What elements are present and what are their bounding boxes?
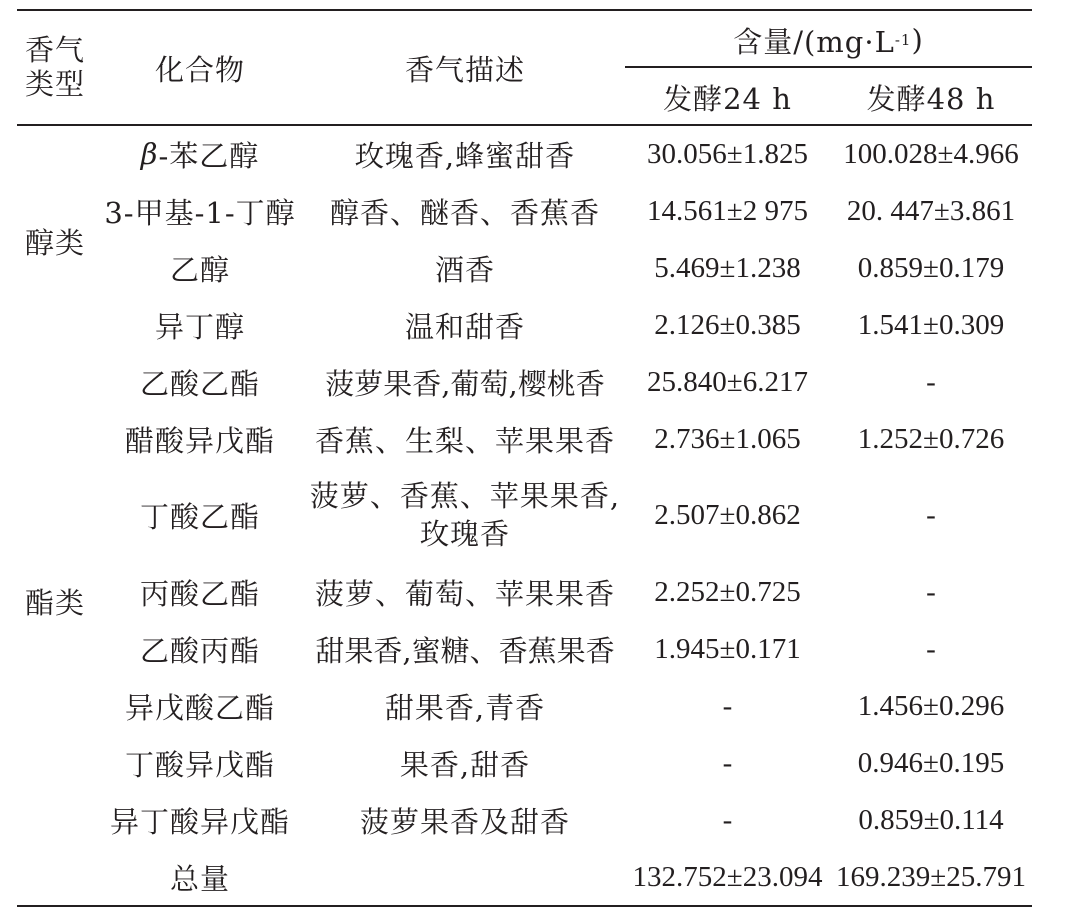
value-48h-cell: 100.028±4.966	[843, 137, 1019, 170]
description-line1: 菠萝、香蕉、苹果果香,	[309, 479, 621, 513]
description-cell	[306, 474, 624, 556]
header-aroma-type	[20, 26, 90, 108]
value-24h-cell: 14.561±2 975	[647, 194, 808, 227]
total-48h-cell: 169.239±25.791	[836, 860, 1026, 893]
group-label-alcohols: 醇类	[24, 225, 85, 260]
value-48h-cell: 20. 447±3.861	[846, 194, 1016, 227]
description-cell: 菠萝果香,葡萄,樱桃香	[325, 366, 605, 401]
compound-cell: 丙酸乙酯	[139, 576, 260, 611]
header-aroma-type-line2: 类型	[24, 67, 85, 101]
description-cell: 玫瑰香,蜂蜜甜香	[354, 138, 576, 173]
compound-cell: 乙醇	[169, 252, 230, 287]
header-content-prefix: 含量/(mg·L	[733, 24, 895, 59]
description-line2: 玫瑰香	[419, 517, 510, 551]
value-48h-cell: 1.456±0.296	[857, 689, 1005, 722]
value-48h-cell: 1.541±0.309	[857, 308, 1005, 341]
description-cell: 酒香	[434, 252, 495, 287]
value-48h-cell: 0.946±0.195	[857, 746, 1005, 779]
value-24h-cell: -	[722, 803, 733, 836]
value-24h-cell: 5.469±1.238	[654, 251, 801, 284]
value-24h-cell: 2.736±1.065	[654, 422, 801, 455]
total-24h-cell: 132.752±23.094	[632, 860, 823, 893]
header-content-suffix: )	[911, 23, 924, 57]
value-24h-cell: 2.507±0.862	[654, 498, 801, 531]
group-label-esters: 酯类	[24, 585, 85, 620]
compound-cell	[100, 131, 300, 177]
value-24h-cell: 30.056±1.825	[647, 137, 808, 170]
value-24h-cell: 25.840±6.217	[647, 365, 808, 398]
value-48h-cell: -	[926, 632, 936, 665]
header-description: 香气描述	[404, 52, 525, 87]
description-cell: 香蕉、生梨、苹果果香	[314, 423, 615, 458]
compound-name: -苯乙醇	[158, 138, 260, 173]
compound-cell: 乙酸乙酯	[139, 366, 260, 401]
value-24h-cell: 1.945±0.171	[654, 632, 801, 665]
description-cell: 菠萝果香及甜香	[359, 804, 570, 839]
description-cell: 温和甜香	[404, 309, 525, 344]
value-48h-cell: -	[926, 575, 936, 608]
value-48h-cell: 1.252±0.726	[857, 422, 1005, 455]
header-compound: 化合物	[154, 52, 245, 87]
content-subheader-rule	[625, 66, 1032, 68]
description-cell: 甜果香,蜜糖、香蕉果香	[315, 633, 615, 668]
value-48h-cell: 0.859±0.114	[858, 803, 1004, 836]
top-rule	[17, 9, 1032, 11]
compound-cell: 3-甲基-1-丁醇	[104, 195, 296, 230]
compound-cell: 丁酸乙酯	[139, 499, 260, 534]
compound-cell: 乙酸丙酯	[139, 633, 260, 668]
value-48h-cell: -	[926, 365, 936, 398]
value-24h-cell: 2.126±0.385	[654, 308, 801, 341]
value-24h-cell: 2.252±0.725	[654, 575, 801, 608]
header-aroma-type-line1: 香气	[24, 33, 85, 67]
header-24h: 发酵24 h	[663, 81, 792, 116]
total-label: 总量	[169, 861, 230, 896]
value-24h-cell: -	[722, 689, 733, 722]
value-24h-cell: -	[722, 746, 733, 779]
value-48h-cell: 0.859±0.179	[857, 251, 1005, 284]
compound-cell: 丁酸异戊酯	[124, 747, 275, 782]
compound-cell: 醋酸异戊酯	[124, 423, 275, 458]
value-48h-cell: -	[926, 498, 936, 531]
header-rule	[17, 124, 1032, 126]
compound-cell: 异戊酸乙酯	[124, 690, 275, 725]
description-cell: 菠萝、葡萄、苹果果香	[314, 576, 615, 611]
header-content: 含量/(mg·L -1 )	[625, 18, 1032, 62]
compound-cell: 异丁醇	[154, 309, 245, 344]
compound-cell: 异丁酸异戊酯	[109, 804, 290, 839]
bottom-rule	[17, 905, 1032, 907]
compound-greek-prefix: β	[140, 137, 159, 171]
description-cell: 甜果香,青香	[384, 690, 546, 725]
description-cell: 果香,甜香	[399, 747, 531, 782]
description-cell: 醇香、醚香、香蕉香	[329, 195, 600, 230]
header-48h: 发酵48 h	[866, 81, 996, 116]
